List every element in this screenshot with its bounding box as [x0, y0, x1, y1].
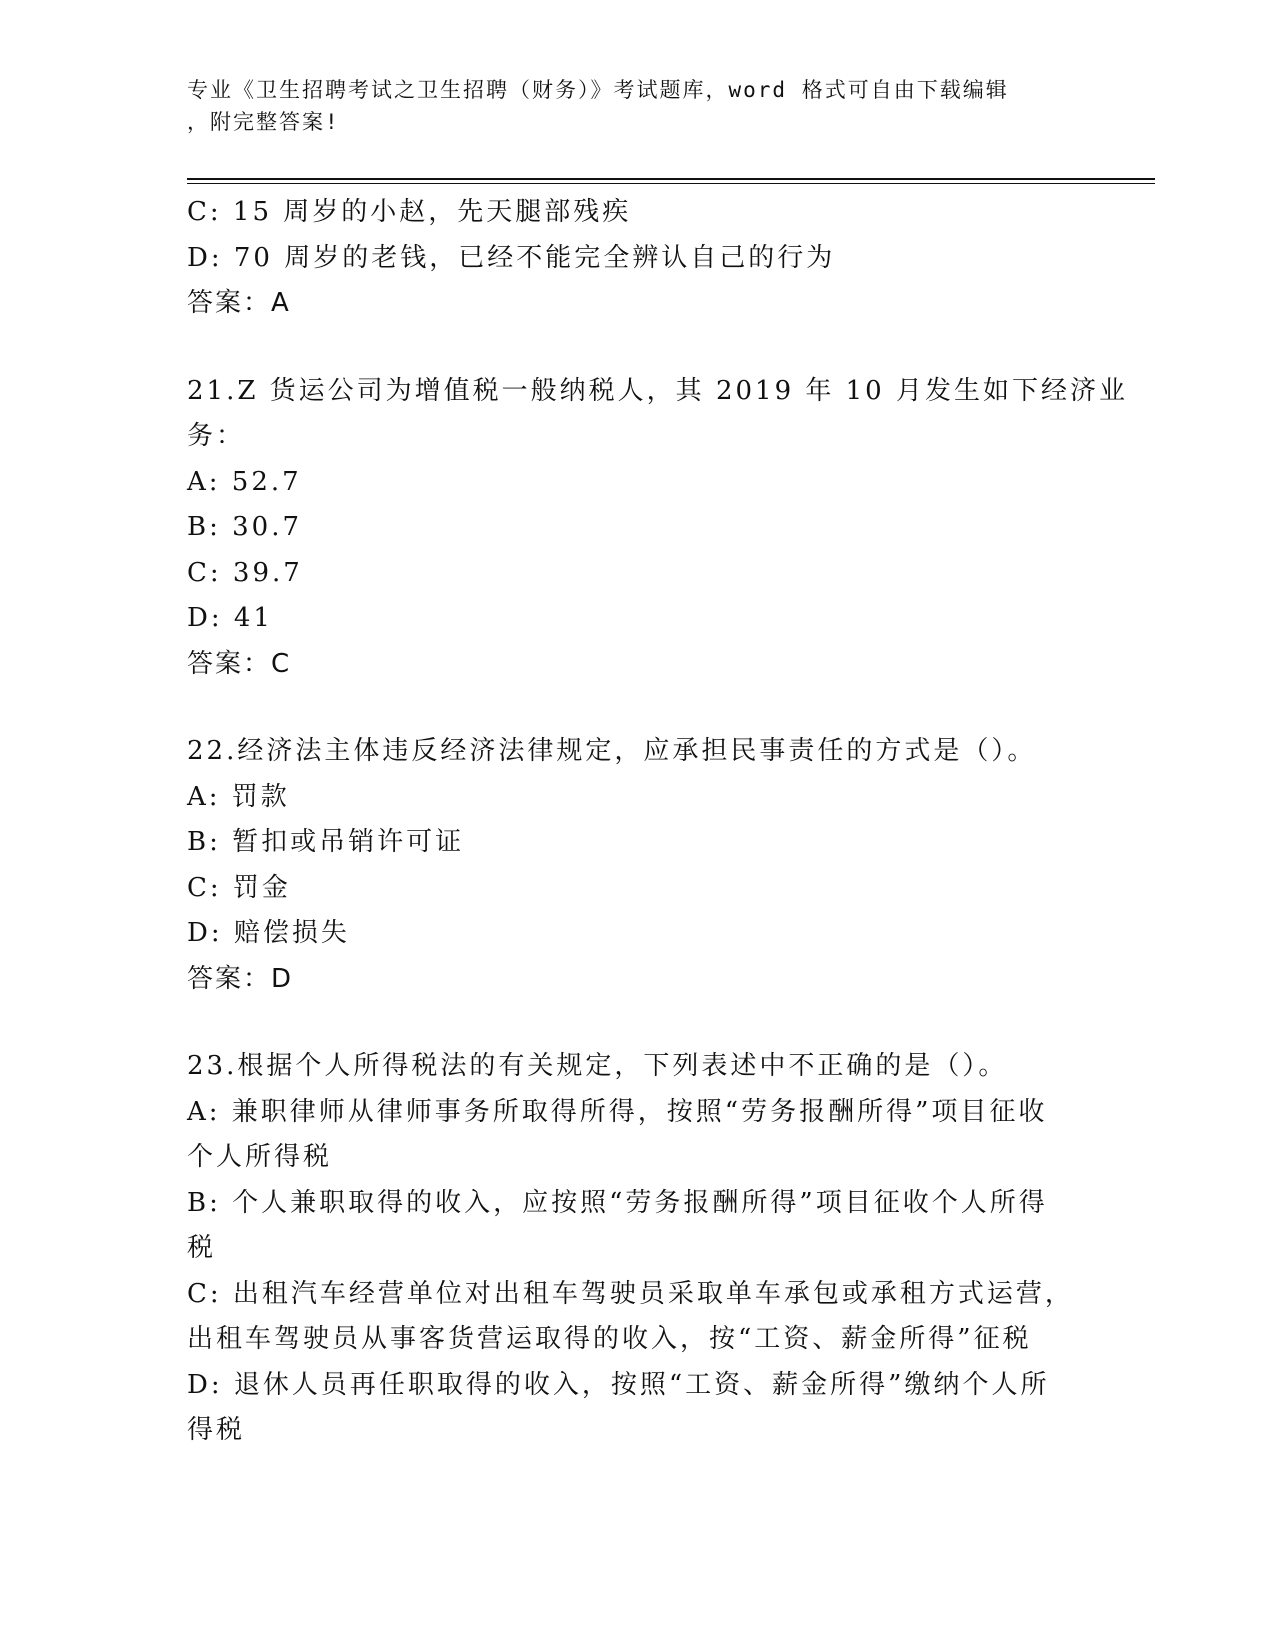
- spacer: [187, 327, 1087, 369]
- document-header: [187, 74, 1067, 138]
- question-20-tail: [187, 190, 1087, 327]
- question-stem: 22.经济法主体违反经济法律规定，应承担民事责任的方式是（）。: [187, 736, 1037, 766]
- question-stem-cont: 务：: [187, 421, 246, 451]
- question-list: [187, 190, 1128, 1454]
- header-title-line-2: ，附完整答案!: [187, 110, 340, 134]
- option-d: D: 70 周岁的老钱，已经不能完全辨认自己的行为: [187, 242, 836, 273]
- option-c: C: 出租汽车经营单位对出租车驾驶员采取单车承包或承租方式运营，: [187, 1278, 1074, 1309]
- question-22: [187, 729, 1087, 1002]
- question-stem: 23.根据个人所得税法的有关规定，下列表述中不正确的是（）。: [187, 1051, 1008, 1081]
- option-a-cont: 个人所得税: [187, 1142, 333, 1172]
- option-a: A: 52.7: [187, 466, 302, 497]
- question-23: [187, 1044, 1087, 1454]
- option-a: A: 罚款: [187, 781, 290, 812]
- spacer: [187, 1002, 1087, 1044]
- question-stem: 21.Z 货运公司为增值税一般纳税人，其 2019 年 10 月发生如下经济业: [187, 375, 1128, 406]
- option-d: D: 41: [187, 603, 273, 633]
- option-c: C: 罚金: [187, 872, 291, 903]
- option-c: C: 39.7: [187, 557, 303, 588]
- option-b-cont: 税: [187, 1233, 217, 1263]
- header-title-line-1: 专业《卫生招聘考试之卫生招聘（财务）》考试题库，word 格式可自由下载编辑: [187, 78, 1009, 102]
- option-b: B: 30.7: [187, 512, 303, 542]
- option-c: C: 15 周岁的小赵，先天腿部残疾: [187, 197, 632, 227]
- answer-line: 答案：D: [187, 963, 294, 994]
- option-c-cont: 出租车驾驶员从事客货营运取得的收入，按“工资、薪金所得”征税: [187, 1324, 1032, 1354]
- option-b: B: 个人兼职取得的收入，应按照“劳务报酬所得”项目征收个人所得: [187, 1187, 1048, 1218]
- option-d-cont: 得税: [187, 1415, 246, 1445]
- option-d: D: 退休人员再任职取得的收入，按照“工资、薪金所得”缴纳个人所: [187, 1369, 1050, 1400]
- option-b: B: 暂扣或吊销许可证: [187, 827, 465, 857]
- option-d: D: 赔偿损失: [187, 918, 350, 948]
- question-21: [187, 369, 1128, 688]
- answer-line: 答案：A: [187, 288, 291, 318]
- option-a: A: 兼职律师从律师事务所取得所得，按照“劳务报酬所得”项目征收: [187, 1096, 1048, 1127]
- spacer: [187, 687, 1087, 729]
- answer-line: 答案：C: [187, 648, 292, 679]
- header-divider: [187, 178, 1155, 184]
